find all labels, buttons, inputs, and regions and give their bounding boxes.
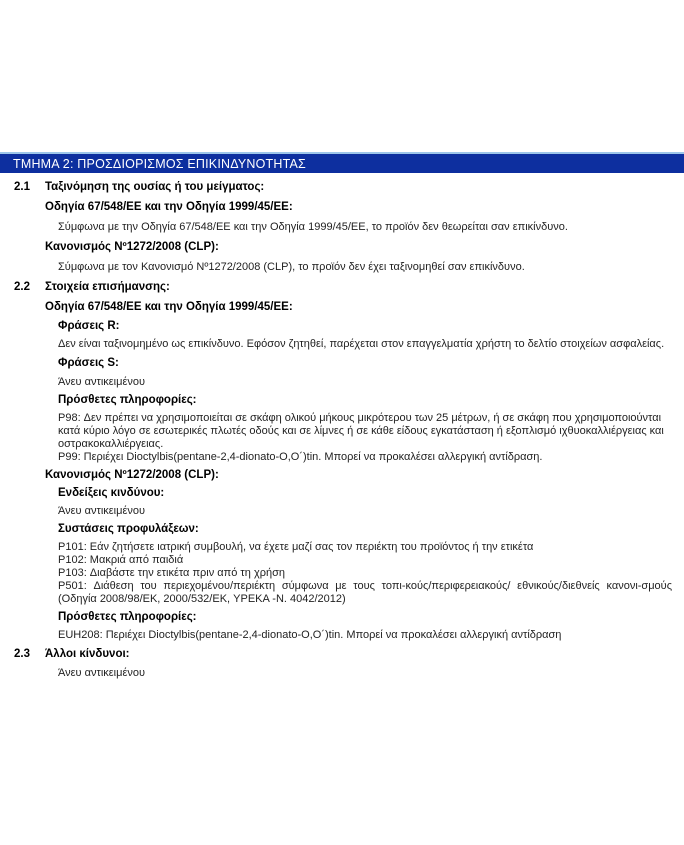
s21-clp-statement: Σύμφωνα με τον Κανονισμό Nº1272/2008 (CLP), το προϊόν δεν έχει ταξινομηθεί σαν επικίνδυνο.: [58, 261, 525, 273]
s22-clp-heading: Κανονισμός Nº1272/2008 (CLP):: [45, 469, 219, 481]
section-2-2-title: Στοιχεία επισήμανσης:: [45, 281, 170, 293]
s21-clp-heading: Κανονισμός Nº1272/2008 (CLP):: [45, 241, 219, 253]
p98-statement: P98: Δεν πρέπει να χρησιμοποιείται σε σκάφη ολικού μήκους μικρότερου των 25 μέτρων, ή σε σκάφη που χρησιμοποιούνται κατά κύριο λόγο σε εσωτερικές πλωτές οδούς και σε λίμνες ή σε κάθε είδους εγκατάσταση ή εξοπλισμό ιχθυοκαλλιέργειας και οστρακοκαλλιέργειας.: [58, 412, 664, 450]
section-2-header-title: ΤΜΗΜΑ 2: ΠΡΟΣΔΙΟΡΙΣΜΟΣ ΕΠΙΚΙΝΔΥΝΟΤΗΤΑΣ: [13, 156, 306, 171]
p99-statement: P99: Περιέχει Dioctylbis(pentane-2,4-dionato-O,O´)tin. Μπορεί να προκαλέσει αλλεργική αντίδραση.: [58, 451, 543, 463]
section-2-3-heading-row: [14, 648, 684, 661]
section-2-1-number: 2.1: [14, 181, 30, 193]
r-phrases-heading: Φράσεις R:: [58, 320, 120, 332]
section-2-1-title: Ταξινόμηση της ουσίας ή του μείγματος:: [45, 181, 265, 193]
hazard-statements-heading: Ενδείξεις κινδύνου:: [58, 487, 165, 499]
top-blank-space: [0, 0, 684, 152]
s-phrases-heading: Φράσεις S:: [58, 357, 119, 369]
p103-statement: P103: Διαβάστε την ετικέτα πριν από τη χρήση: [58, 567, 285, 579]
p102-statement: P102: Μακριά από παιδιά: [58, 554, 184, 566]
p101-statement: P101: Εάν ζητήσετε ιατρική συμβουλή, να έχετε μαζί σας τον περιέκτη του προϊόντος ή την ετικέτα: [58, 541, 534, 553]
section-2-2-heading-row: [14, 281, 684, 294]
s21-directive-statement: Σύμφωνα με την Οδηγία 67/548/ΕΕ και την Οδηγία 1999/45/ΕΕ, το προϊόν δεν θεωρείται σαν επικίνδυνο.: [58, 221, 568, 233]
additional-info-heading: Πρόσθετες πληροφορίες:: [58, 394, 197, 406]
other-hazards-text: Άνευ αντικειμένου: [58, 667, 145, 679]
section-2-2-number: 2.2: [14, 281, 30, 293]
section-2-header-bar: [0, 152, 684, 173]
r-phrases-text: Δεν είναι ταξινομημένο ως επικίνδυνο. Εφόσον ζητηθεί, παρέχεται στον επαγγελματία χρήστη το δελτίο στοιχείων ασφαλείας.: [58, 338, 665, 350]
p501-statement: P501: Διάθεση του περιεχομένου/περιέκτη σύμφωνα με τους τοπι-κούς/περιφερειακούς/ εθνικούς/διεθνείς κανονι-σμούς: [58, 580, 672, 592]
s21-directive-heading: Οδηγία 67/548/ΕΕ και την Οδηγία 1999/45/ΕΕ:: [45, 201, 293, 213]
precautionary-statements-heading: Συστάσεις προφυλάξεων:: [58, 523, 199, 535]
p501-reference: (Οδηγία 2008/98/ΕΚ, 2000/532/ΕΚ, YPEKA -N. 4042/2012): [58, 593, 346, 605]
additional-info-heading-2: Πρόσθετες πληροφορίες:: [58, 611, 197, 623]
section-2-3-title: Άλλοι κίνδυνοι:: [45, 648, 130, 660]
s-phrases-text: Άνευ αντικειμένου: [58, 376, 145, 388]
euh208-statement: EUH208: Περιέχει Dioctylbis(pentane-2,4-dionato-O,O´)tin. Μπορεί να προκαλέσει αλλεργική αντίδραση: [58, 629, 562, 641]
s22-directive-heading: Οδηγία 67/548/ΕΕ και την Οδηγία 1999/45/ΕΕ:: [45, 301, 293, 313]
section-2-1-heading-row: [14, 181, 684, 194]
section-2-3-number: 2.3: [14, 648, 30, 660]
hazard-statements-text: Άνευ αντικειμένου: [58, 505, 145, 517]
